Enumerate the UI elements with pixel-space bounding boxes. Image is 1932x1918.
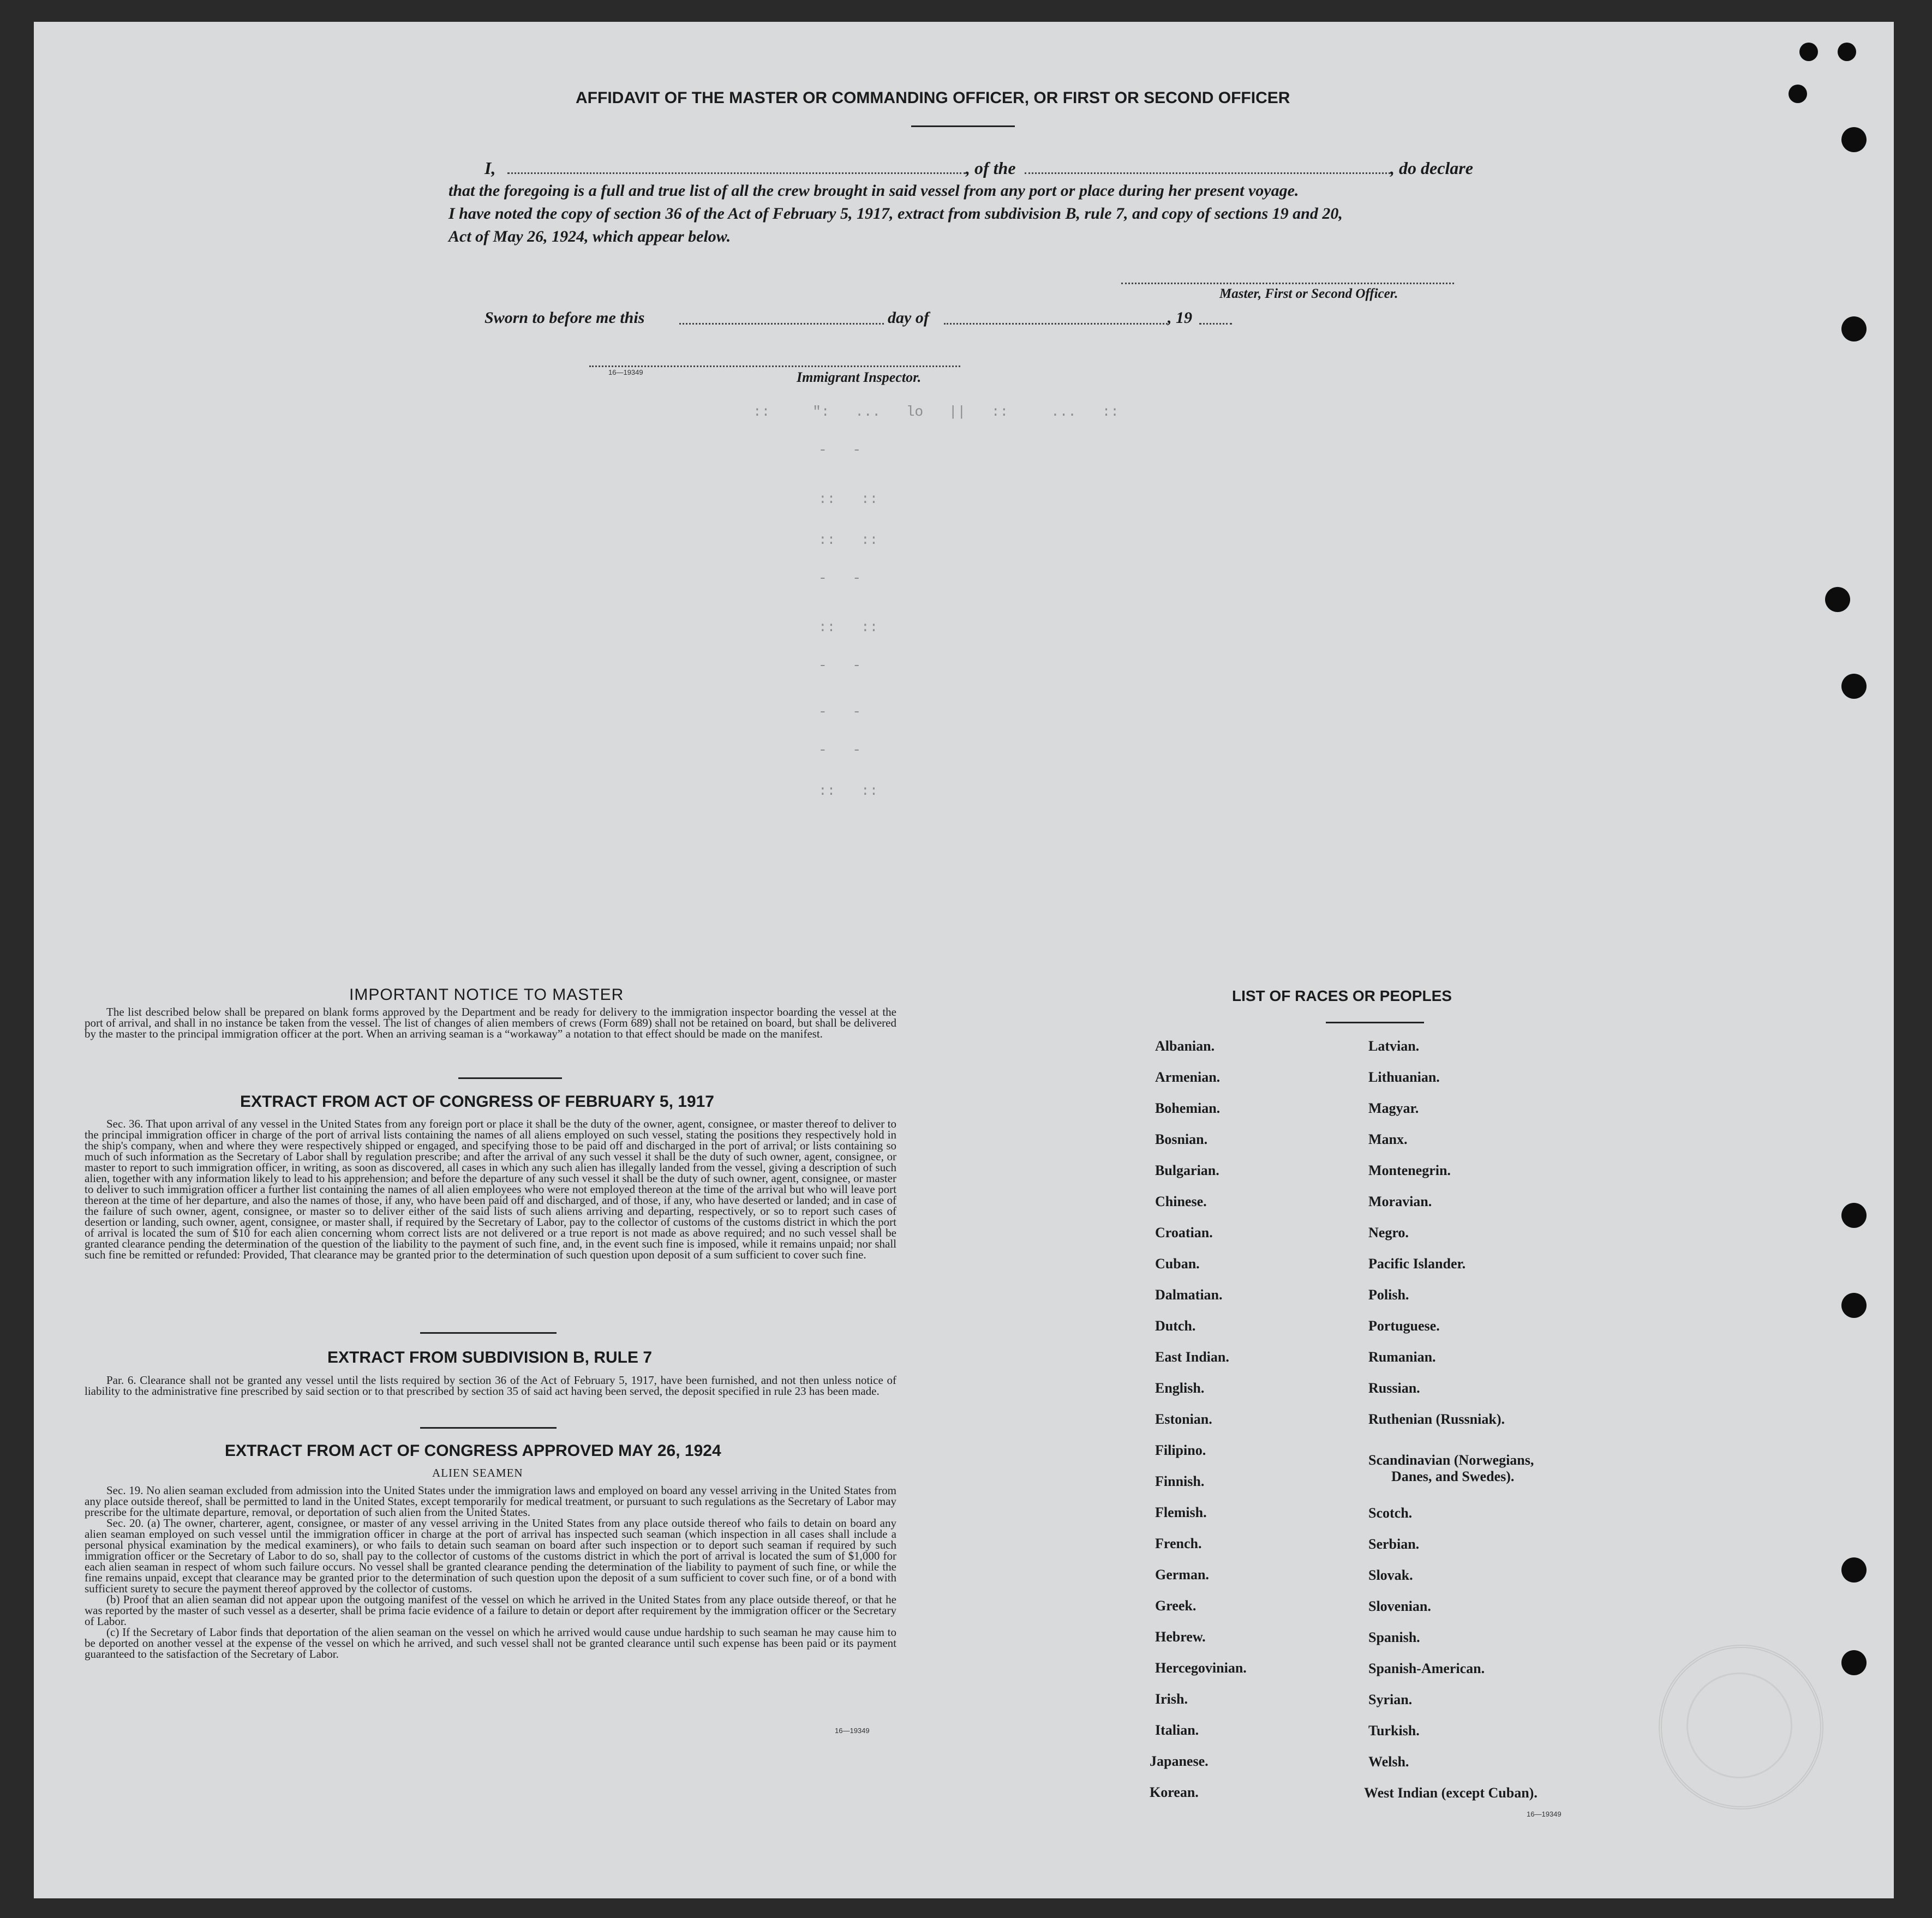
- rule7-title: EXTRACT FROM SUBDIVISION B, RULE 7: [327, 1348, 653, 1366]
- race-item: West Indian (except Cuban).: [1364, 1785, 1538, 1801]
- bleed-through-mark: - -: [818, 704, 862, 720]
- race-item: Turkish.: [1368, 1723, 1420, 1739]
- race-item: Pacific Islander.: [1368, 1256, 1466, 1272]
- race-item: Serbian.: [1368, 1536, 1420, 1552]
- race-item: French.: [1155, 1536, 1202, 1551]
- notice-paragraph: The list described below shall be prepared on blank forms approved by the Department and be ready for delivery to the immigration inspector boarding the vessel at the port of arrival, and shall in no instance be taken from the vessel. The list of changes of alien members of crews (Form 689) shall not be retained on board, but shall be delivered by the master to the principal immigration officer at the port. When an arriving seaman is a “workaway” a notation to that effect should be made on the manifest.: [85, 1005, 896, 1040]
- race-item: Greek.: [1155, 1598, 1197, 1614]
- punch-hole: [1841, 1293, 1867, 1318]
- race-item: German.: [1155, 1567, 1209, 1583]
- affidavit-line: that the foregoing is a full and true list of all the crew brought in said vessel from any port or place during her present voyage.: [448, 182, 1299, 200]
- punch-hole: [1841, 1203, 1867, 1228]
- race-item: Croatian.: [1155, 1225, 1213, 1240]
- race-item: Estonian.: [1155, 1411, 1212, 1427]
- race-item: Hebrew.: [1155, 1629, 1206, 1645]
- punch-hole: [1799, 43, 1818, 61]
- race-item: East Indian.: [1155, 1349, 1229, 1365]
- affidavit-line: Act of May 26, 1924, which appear below.: [448, 227, 731, 245]
- extract-1924-title: EXTRACT FROM ACT OF CONGRESS APPROVED MAY 26, 1924: [225, 1442, 721, 1460]
- sworn-year-blank[interactable]: [1199, 323, 1232, 325]
- race-item: Spanish-American.: [1368, 1661, 1485, 1676]
- sworn-label: Sworn to before me this: [485, 309, 645, 327]
- bleed-through-mark: :: ::: [818, 532, 878, 548]
- bleed-through-mark: - -: [818, 570, 862, 586]
- race-item: Negro.: [1368, 1225, 1409, 1240]
- punch-hole: [1838, 43, 1856, 61]
- master-signature-line[interactable]: [1121, 283, 1454, 284]
- extract-1924-body: [85, 1485, 896, 1659]
- sworn-month-blank[interactable]: [944, 323, 1168, 325]
- race-item: Slovenian.: [1368, 1598, 1431, 1614]
- race-item: Bosnian.: [1155, 1131, 1208, 1147]
- race-item: Lithuanian.: [1368, 1069, 1440, 1085]
- section-20c-paragraph: (c) If the Secretary of Labor finds that deportation of the alien seaman on the vessel on which he arrived would cause undue hardship to such seaman he may cause him to be deported on another vessel at the expense of the vessel on which he arrived, and such vessel shall not be granted clearance until such expense has been paid or its payment guaranteed to the satisfaction of the Secretary of Labor.: [85, 1626, 896, 1661]
- official-stamp: [1659, 1645, 1823, 1809]
- bleed-through-mark: :: ": ... lo || :: ... ::: [753, 404, 1119, 420]
- race-item: Irish.: [1155, 1691, 1188, 1707]
- race-item: Dutch.: [1155, 1318, 1196, 1334]
- vessel-blank[interactable]: [1025, 172, 1390, 174]
- race-item: Polish.: [1368, 1287, 1409, 1303]
- race-item: Rumanian.: [1368, 1349, 1436, 1365]
- race-item: Magyar.: [1368, 1100, 1419, 1116]
- form-code: 16—19349: [835, 1727, 870, 1735]
- race-item: Portuguese.: [1368, 1318, 1440, 1334]
- race-item: Moravian.: [1368, 1194, 1432, 1209]
- race-item: Cuban.: [1155, 1256, 1200, 1272]
- notice-body: [85, 1006, 896, 1039]
- race-item: Syrian.: [1368, 1692, 1413, 1707]
- affidavit-line: I have noted the copy of section 36 of the Act of February 5, 1917, extract from subdivision B, rule 7, and copy of sections 19 and 20,: [448, 205, 1343, 223]
- name-blank[interactable]: [507, 172, 966, 174]
- extract-1917-body: [85, 1118, 896, 1260]
- races-title: LIST OF RACES OR PEOPLES: [1232, 987, 1452, 1004]
- punch-hole: [1841, 1650, 1867, 1675]
- race-item: Bulgarian.: [1155, 1162, 1219, 1178]
- affidavit-declare-label: , do declare: [1390, 158, 1473, 178]
- punch-hole: [1841, 127, 1867, 152]
- punch-hole: [1841, 674, 1867, 699]
- notice-title: IMPORTANT NOTICE TO MASTER: [349, 986, 624, 1004]
- divider: [458, 1077, 562, 1079]
- year-label: , 19: [1168, 309, 1192, 327]
- race-item: Scotch.: [1368, 1505, 1413, 1521]
- race-item: Russian.: [1368, 1380, 1420, 1396]
- punch-hole: [1825, 587, 1850, 612]
- bleed-through-mark: :: ::: [818, 491, 878, 507]
- section-19-paragraph: Sec. 19. No alien seaman excluded from admission into the United States under the immigration laws and employed on board any vessel arriving in the United States from any place outside thereof, shall be permitted to land in the United States, except temporarily for medical treatment, or pursuant to such regulations as the Secretary of Labor may prescribe for the ultimate departure, removal, or deportation of such alien from the United States.: [85, 1484, 896, 1519]
- race-item: Flemish.: [1155, 1505, 1207, 1520]
- sworn-day-blank[interactable]: [679, 323, 884, 325]
- day-of-label: day of: [888, 309, 929, 327]
- race-item: Ruthenian (Russniak).: [1368, 1411, 1505, 1427]
- race-item: Chinese.: [1155, 1194, 1207, 1209]
- section-20b-paragraph: (b) Proof that an alien seaman did not appear upon the outgoing manifest of the vessel on which he arrived in the United States from any place outside thereof, or that he was reported by the master of such vessel as a deserter, shall be prima facie evidence of a failure to detain or deport after requirement by the immigration officer or the Secretary of Labor.: [85, 1593, 896, 1628]
- form-code: 16—19349: [608, 368, 643, 376]
- punch-hole: [1789, 85, 1807, 103]
- divider: [1326, 1022, 1424, 1023]
- race-item: Latvian.: [1368, 1038, 1420, 1054]
- race-item: Filipino.: [1155, 1442, 1206, 1458]
- bleed-through-mark: - -: [818, 742, 862, 758]
- race-item: Welsh.: [1368, 1754, 1409, 1770]
- race-item: Slovak.: [1368, 1567, 1413, 1583]
- race-item: Scandinavian (Norwegians,: [1368, 1452, 1534, 1468]
- section-20a-paragraph: Sec. 20. (a) The owner, charterer, agent, consignee, or master of any vessel arriving in the United States from any place outside thereof who fails to detain on board any alien seaman employed on such vessel until the immigration officer in charge at the port of arrival has inspected such seaman (which inspection in all cases shall include a personal physical examination by the medical examiners), or who fails to detain such seaman on board after such inspection or to deport such seaman if required by such immigration officer or the Secretary of Labor to do so, shall pay to the collector of customs of the customs district in which the port of arrival is located the sum of $1,000 for each alien seaman in respect of whom such failure occurs. No vessel shall be granted clearance pending the determination of the liability to payment of such fine, or while the fine remains unpaid, except that clearance may be granted prior to the determination of such question upon the deposit of a sum sufficient to cover such fine, or of a bond with sufficient surety to secure the payment thereof approved by the collector of customs.: [85, 1517, 896, 1595]
- race-item: Japanese.: [1150, 1753, 1209, 1769]
- divider: [911, 125, 1015, 127]
- divider: [420, 1427, 557, 1429]
- master-signature-label: Master, First or Second Officer.: [1219, 286, 1398, 301]
- stamp-inner-ring: [1686, 1673, 1792, 1778]
- divider: [420, 1332, 557, 1334]
- race-item: Bohemian.: [1155, 1100, 1221, 1116]
- race-item: Manx.: [1368, 1131, 1408, 1147]
- race-item: Korean.: [1150, 1784, 1199, 1800]
- race-item: Spanish.: [1368, 1629, 1420, 1645]
- rule7-paragraph: Par. 6. Clearance shall not be granted any vessel until the lists required by section 36 of the Act of February 5, 1917, have been furnished, and not then unless notice of liability to the administrative fine prescribed by said section or to that prescribed by section 35 of said act having been served, the deposit specified in rule 23 has been made.: [85, 1374, 896, 1398]
- race-item: Danes, and Swedes).: [1391, 1469, 1515, 1484]
- race-item: Italian.: [1155, 1722, 1199, 1738]
- race-item: Finnish.: [1155, 1473, 1205, 1489]
- alien-seamen-subtitle: ALIEN SEAMEN: [432, 1466, 523, 1479]
- race-item: Montenegrin.: [1368, 1162, 1451, 1178]
- race-item: English.: [1155, 1380, 1205, 1396]
- form-code: 16—19349: [1527, 1810, 1562, 1818]
- affidavit-title: AFFIDAVIT OF THE MASTER OR COMMANDING OFFICER, OR FIRST OR SECOND OFFICER: [576, 89, 1290, 107]
- punch-hole: [1841, 316, 1867, 341]
- race-item: Albanian.: [1155, 1038, 1215, 1054]
- section-36-paragraph: Sec. 36. That upon arrival of any vessel in the United States from any foreign port or place it shall be the duty of the owner, agent, consignee, or master thereof to deliver to the principal immigration officer in charge of the port of arrival lists containing the names of all aliens employed on such vessel, stating the positions they respectively hold in the ship's company, when and where they were respectively shipped or engaged, and specifying those to be paid off and discharged in the port of arrival; or lists containing so much of such information as the Secretary of Labor shall by regulation prescribe; and after the arrival of any such vessel it shall be the duty of such owner, agent, consignee, or master to report to such immigration officer, in writing, as soon as discovered, all cases in which any such alien has illegally landed from the vessel, giving a description of such alien, together with any information likely to lead to his apprehension; and before the departure of any such vessel it shall be the duty of such owner, agent, consignee, or master to deliver to such immigration officer a further list containing the names of all alien employees who were not employed thereon at the time of the arrival but who will leave port thereon at the time of her departure, and also the names of those, if any, who have been paid off and discharged, and of those, if any, who have deserted or landed; and in case of the failure of such owner, agent, consignee, or master so to deliver either of the said lists of such aliens arriving and departing, respectively, or so to report such cases of desertion or landing, such owner, agent, consignee, or master shall, if required by the Secretary of Labor, pay to the collector of customs of the customs district in which the port of arrival is located the sum of $10 for each alien concerning whom correct lists are not delivered or a true report is not made as above required; and no such vessel shall be granted clearance pending the determination of the question of the liability to the payment of such fine, and, in the event such fine is imposed, while it remains unpaid; nor shall such fine be remitted or refunded: Provided, That clearance may be granted prior to the determination of such question upon deposit of a sum sufficient to cover such fine.: [85, 1117, 896, 1261]
- race-item: Armenian.: [1155, 1069, 1221, 1085]
- race-item: Dalmatian.: [1155, 1287, 1223, 1303]
- bleed-through-mark: - -: [818, 442, 862, 458]
- inspector-signature-line[interactable]: [589, 365, 960, 367]
- extract-1917-title: EXTRACT FROM ACT OF CONGRESS OF FEBRUARY 5, 1917: [240, 1093, 714, 1111]
- bleed-through-mark: - -: [818, 657, 862, 674]
- inspector-label: Immigrant Inspector.: [797, 369, 922, 385]
- bleed-through-mark: :: ::: [818, 783, 878, 799]
- affidavit-i-label: I,: [485, 158, 496, 178]
- punch-hole: [1841, 1557, 1867, 1583]
- affidavit-of-label: , of the: [966, 158, 1016, 178]
- rule7-body: [85, 1375, 896, 1396]
- race-item: Hercegovinian.: [1155, 1660, 1247, 1676]
- bleed-through-mark: :: ::: [818, 619, 878, 636]
